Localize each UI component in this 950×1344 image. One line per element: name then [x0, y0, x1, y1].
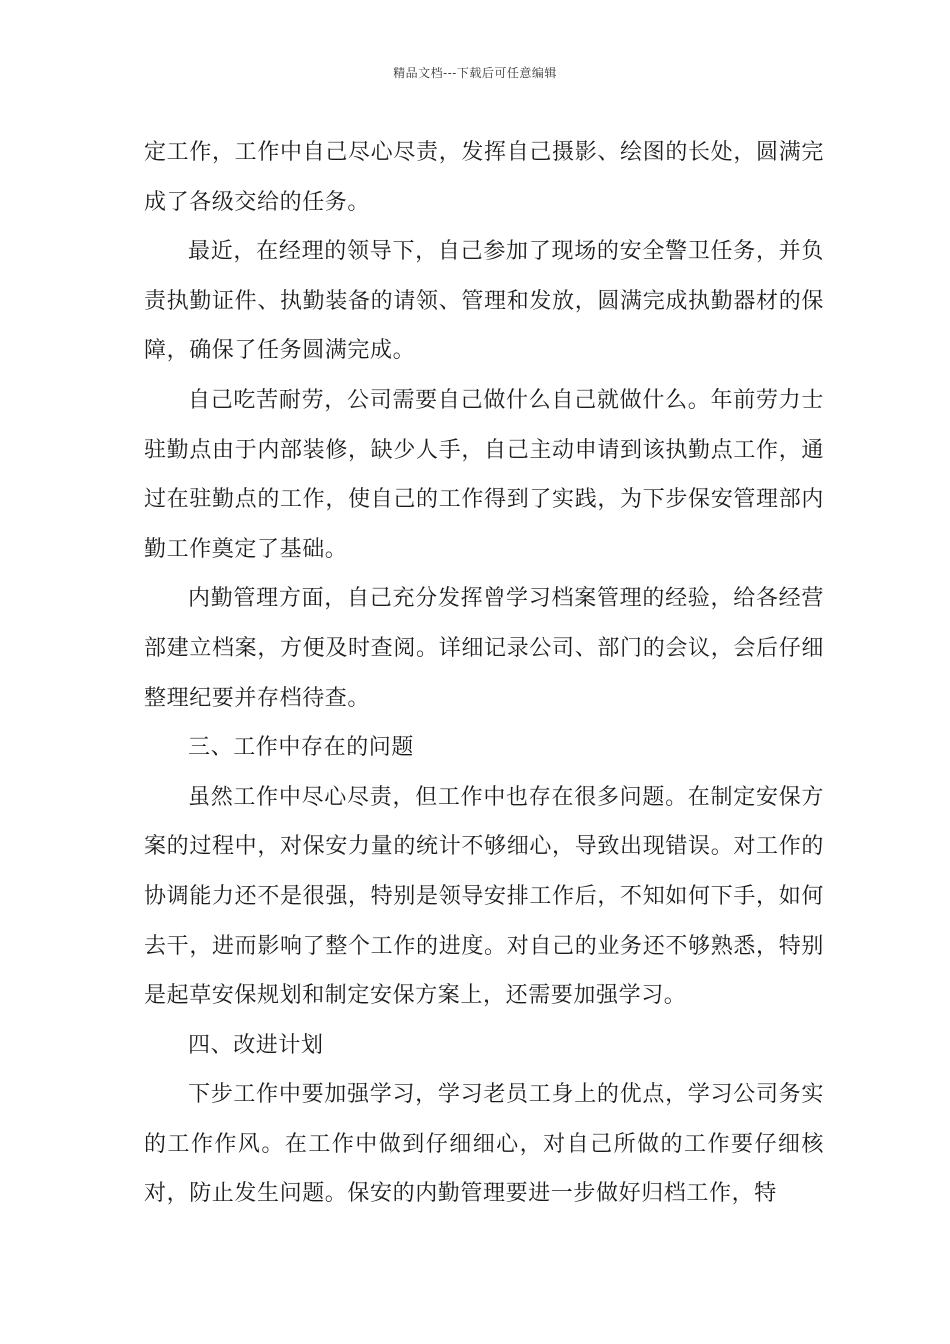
paragraph: 内勤管理方面，自己充分发挥曾学习档案管理的经验，给各经营部建立档案，方便及时查阅。详细记录公司、部门的会议，会后仔细整理纪要并存档待查。 — [144, 586, 824, 711]
page-header: 精品文档---下载后可任意编辑 — [393, 66, 557, 80]
paragraph: 下步工作中要加强学习，学习老员工身上的优点，学习公司务实的工作作风。在工作中做到仔细细心，对自己所做的工作要仔细核对，防止发生问题。保安的内勤管理要进一步做好归档工作，特 — [144, 1082, 824, 1207]
section-heading: 四、改进计划 — [188, 1032, 324, 1058]
section-heading: 三、工作中存在的问题 — [188, 735, 415, 761]
document-body — [144, 128, 824, 1219]
paragraph: 自己吃苦耐劳，公司需要自己做什么自己就做什么。年前劳力士驻勤点由于内部装修，缺少人手，自己主动申请到该执勤点工作，通过在驻勤点的工作，使自己的工作得到了实践，为下步保安管理部内勤工作奠定了基础。 — [144, 387, 824, 562]
paragraph: 定工作，工作中自己尽心尽责，发挥自己摄影、绘图的长处，圆满完成了各级交给的任务。 — [144, 140, 824, 215]
paragraph: 虽然工作中尽心尽责，但工作中也存在很多问题。在制定安保方案的过程中，对保安力量的统计不够细心，导致出现错误。对工作的协调能力还不是很强，特别是领导安排工作后，不知如何下手，如何去干，进而影响了整个工作的进度。对自己的业务还不够熟悉，特别是起草安保规划和制定安保方案上，还需要加强学习。 — [144, 784, 824, 1009]
paragraph: 最近，在经理的领导下，自己参加了现场的安全警卫任务，并负责执勤证件、执勤装备的请领、管理和发放，圆满完成执勤器材的保障，确保了任务圆满完成。 — [144, 239, 824, 364]
